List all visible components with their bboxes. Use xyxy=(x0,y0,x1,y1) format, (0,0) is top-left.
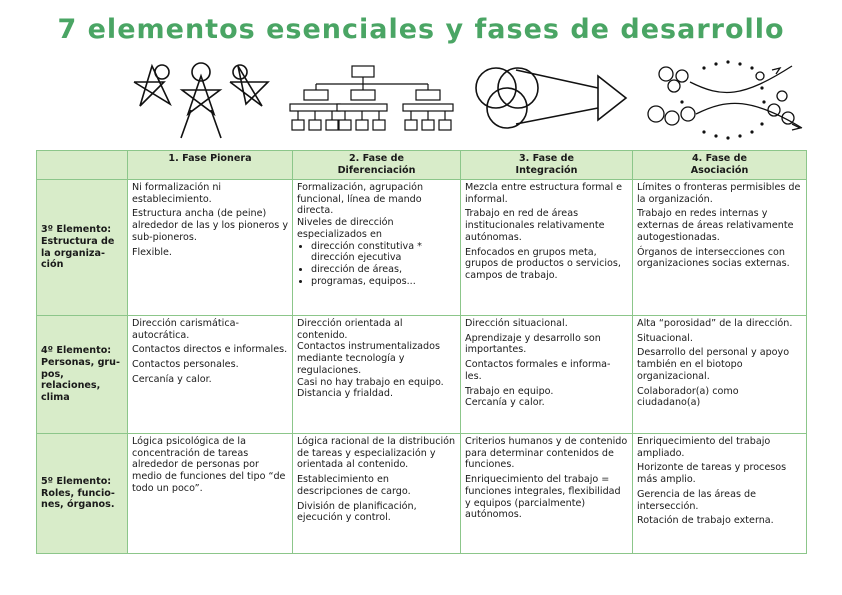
overlapping-circles-arrow-icon xyxy=(466,58,634,142)
table-row xyxy=(37,316,807,434)
org-chart-icon xyxy=(288,58,458,142)
cell-diferenciacion-estructura: Formalización, agrupación funcional, línea de mando directa. Niveles de dirección especializados en • dirección constitutiva * dirección ejecutiva • dirección de áreas, • programas, equipos... xyxy=(293,180,461,316)
header-fase-diferenciacion: 2. Fase de Diferenciación xyxy=(293,151,461,180)
cell-diferenciacion-personas: Dirección orientada al contenido. Contactos instrumentalizados mediante tecnología y regulaciones. Casi no hay trabajo en equipo. Distancia y frialdad. xyxy=(293,316,461,434)
header-fase-pionera: 1. Fase Pionera xyxy=(128,151,293,180)
corner-cell xyxy=(37,151,128,180)
table-row xyxy=(37,434,807,554)
list-item: • dirección constitutiva * dirección ejecutiva xyxy=(311,241,456,264)
header-fase-integracion: 3. Fase de Integración xyxy=(461,151,633,180)
cell-diferenciacion-roles: Lógica racional de la distribución de tareas y especialización y orientada al contenido. Establecimiento en descripciones de cargo. División de planificación, ejecución y control. xyxy=(293,434,461,554)
header-row xyxy=(37,151,807,180)
row-header-personas: 4º Elemento: Personas, gru- pos, relaciones, clima xyxy=(37,316,128,434)
list-item: • programas, equipos... xyxy=(311,276,456,288)
list-item: • dirección de áreas, xyxy=(311,264,456,276)
bullet-list xyxy=(297,241,456,288)
cell-integracion-roles: Criterios humanos y de contenido para determinar contenidos de funciones. Enriquecimiento del trabajo = funciones integrales, flexibilidad y equipos (parcialmente) autónomos. xyxy=(461,434,633,554)
phases-table xyxy=(36,150,807,554)
cell-asociacion-estructura: Límites o fronteras permisibles de la organización. Trabajo en redes internas y externas de áreas relativamente autogestionadas. Órganos de intersecciones con organizaciones socias externas. xyxy=(633,180,807,316)
stick-figures-icon xyxy=(126,58,276,142)
header-fase-asociacion: 4. Fase de Asociación xyxy=(633,151,807,180)
cell-integracion-estructura: Mezcla entre estructura formal e informal. Trabajo en red de áreas institucionales relativamente autónomas. Enfocados en grupos meta, grupos de productos o servicios, campos de trabajo. xyxy=(461,180,633,316)
cell-asociacion-personas: Alta “porosidad” de la dirección. Situacional. Desarrollo del personal y apoyo también en el biotopo organizacional. Colaborador(a) como ciudadano(a) xyxy=(633,316,807,434)
row-header-roles: 5º Elemento: Roles, funcio- nes, órganos. xyxy=(37,434,128,554)
cell-pionera-personas: Dirección carismática- autocrática. Contactos directos e informales. Contactos personales. Cercanía y calor. xyxy=(128,316,293,434)
page-title: 7 elementos esenciales y fases de desarrollo xyxy=(57,14,785,45)
cell-integracion-personas: Dirección situacional. Aprendizaje y desarrollo son importantes. Contactos formales e informa- les. Trabajo en equipo. Cercanía y calor. xyxy=(461,316,633,434)
phase-icons xyxy=(0,58,842,148)
network-association-icon xyxy=(642,58,812,142)
cell-asociacion-roles: Enriquecimiento del trabajo ampliado. Horizonte de tareas y procesos más amplio. Gerencia de las áreas de intersección. Rotación de trabajo externa. xyxy=(633,434,807,554)
cell-pionera-estructura: Ni formalización ni establecimiento. Estructura ancha (de peine) alrededor de las y los pioneros y sub-pioneros. Flexible. xyxy=(128,180,293,316)
table-row xyxy=(37,180,807,316)
cell-pionera-roles: Lógica psicológica de la concentración de tareas alrededor de personas por medio de funciones del tipo “de todo un poco”. xyxy=(128,434,293,554)
row-header-estructura: 3º Elemento: Estructura de la organiza- ción xyxy=(37,180,128,316)
